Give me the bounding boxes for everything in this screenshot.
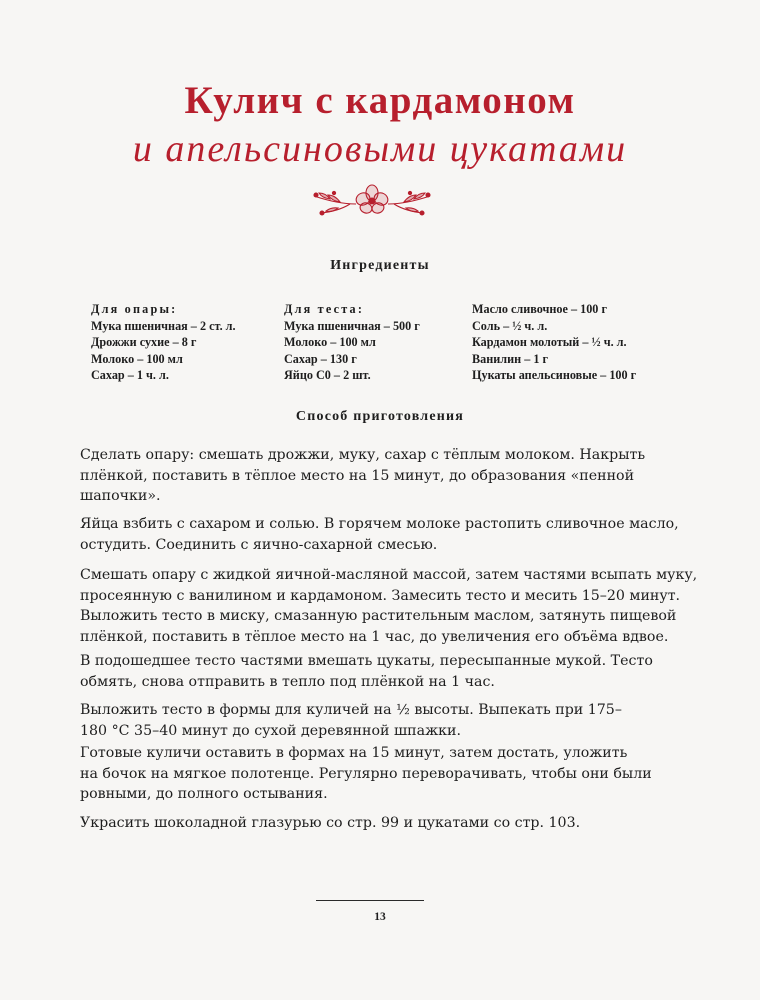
ingredient-item: Мука пшеничная – 500 г	[284, 318, 420, 333]
paragraph-line: Сделать опару: смешать дрожжи, муку, сахар с тёплым молоком. Накрыть	[80, 447, 646, 463]
method-paragraph	[80, 514, 680, 555]
column-heading: Для теста:	[284, 302, 365, 316]
ingredients-column-starter	[91, 301, 236, 384]
paragraph-line: шапочки».	[80, 488, 161, 504]
ingredient-item: Молоко – 100 мл	[91, 351, 183, 366]
recipe-title-line-2: и апельсиновыми цукатами	[132, 128, 628, 170]
ingredient-item: Кардамон молотый – ½ ч. л.	[472, 335, 627, 350]
paragraph-line: В подошедшее тесто частями вмешать цукаты, пересыпанные мукой. Тесто	[80, 653, 653, 669]
floral-ornament-icon	[310, 182, 434, 220]
recipe-title-line-1: Кулич с кардамоном	[184, 79, 576, 122]
footer-divider	[316, 900, 424, 901]
paragraph-line: на бочок на мягкое полотенце. Регулярно переворачивать, чтобы они были	[80, 765, 652, 782]
ingredient-item: Соль – ½ ч. л.	[472, 318, 548, 333]
ingredient-item: Дрожжи сухие – 8 г	[91, 335, 197, 350]
paragraph-line: плёнкой, поставить в тёплое место на 15 минут, до образования «пенной	[80, 467, 635, 484]
ingredient-item: Масло сливочное – 100 г	[472, 302, 607, 316]
column-heading: Для опары:	[91, 302, 178, 316]
paragraph-line: просеянную с ванилином и кардамоном. Замесить тесто и месить 15–20 минут.	[80, 587, 681, 604]
ingredient-item: Молоко – 100 мл	[284, 335, 376, 350]
ingredient-item: Сахар – 130 г	[284, 351, 357, 366]
ingredients-column-dough	[284, 301, 420, 384]
ingredient-item: Ванилин – 1 г	[472, 351, 549, 366]
ingredients-heading: Ингредиенты	[330, 258, 430, 273]
paragraph-line: Украсить шоколадной глазурью со стр. 99 и цукатами со стр. 103.	[80, 815, 581, 831]
paragraph-line: Готовые куличи оставить в формах на 15 минут, затем достать, уложить	[80, 745, 628, 761]
ingredient-item: Сахар – 1 ч. л.	[91, 368, 169, 383]
paragraph-line: Выложить тесто в формы для куличей на ½ высоты. Выпекать при 175–	[80, 702, 622, 718]
ingredient-item: Цукаты апельсиновые – 100 г	[472, 368, 637, 383]
paragraph-line: плёнкой, поставить в тёплое место на 1 час, до увеличения его объёма вдвое.	[80, 628, 669, 645]
ingredient-item: Яйцо С0 – 2 шт.	[284, 368, 371, 383]
method-paragraph	[80, 651, 680, 692]
paragraph-line: Выложить тесто в миску, смазанную растительным маслом, затянуть пищевой	[80, 608, 677, 624]
paragraph-line: обмять, снова отправить в тепло под плёнкой на 1 час.	[80, 673, 495, 690]
method-heading: Способ приготовления	[295, 409, 465, 424]
paragraph-line: ровными, до полного остывания.	[80, 786, 328, 802]
page-number: 13	[374, 911, 386, 923]
ingredient-item: Мука пшеничная – 2 ст. л.	[91, 318, 236, 333]
paragraph-line: 180 °С 35–40 минут до сухой деревянной шпажки.	[80, 722, 461, 739]
method-paragraph	[80, 813, 680, 834]
method-paragraph	[80, 445, 680, 507]
ingredients-column-extra	[472, 301, 636, 384]
paragraph-line: Яйца взбить с сахаром и солью. В горячем молоке растопить сливочное масло,	[80, 516, 679, 532]
method-paragraph	[80, 700, 680, 741]
method-paragraph	[80, 565, 698, 647]
paragraph-line: Смешать опару с жидкой яичной-масляной массой, затем частями всыпать муку,	[80, 567, 698, 583]
method-paragraph	[80, 743, 680, 805]
paragraph-line: остудить. Соединить с яично-сахарной смесью.	[80, 536, 438, 553]
ornament-flower	[354, 185, 390, 215]
